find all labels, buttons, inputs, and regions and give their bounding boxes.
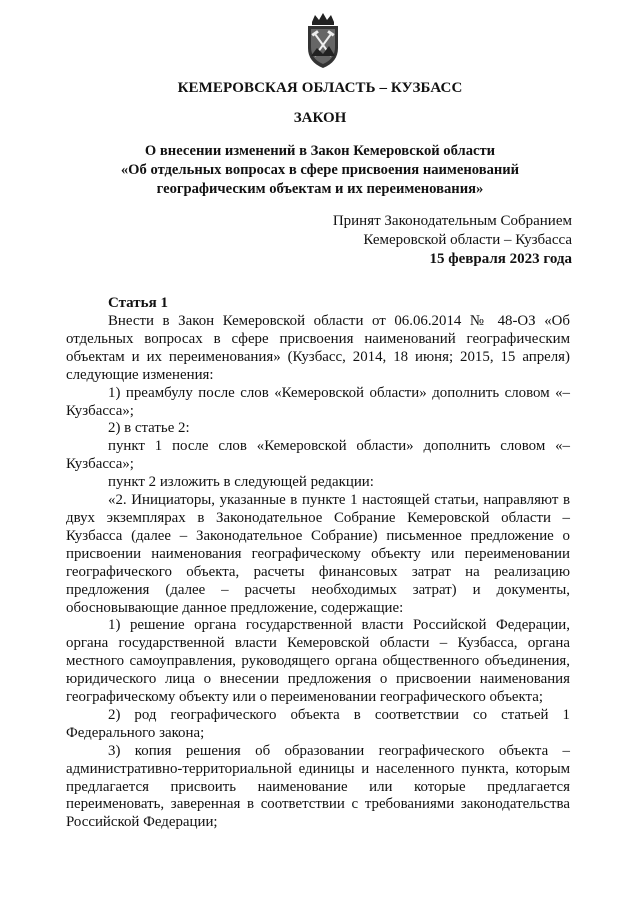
- article-paragraph: Внести в Закон Кемеровской области от 06.06.2014 № 48-ОЗ «Об отдельных вопросах в сфере присвоения наименований географическим объектам и их переименования» (Кузбасс, 2014, 18 июня; 2015, 15 апреля) следующие изменения:: [66, 313, 570, 383]
- document-type-heading: ЗАКОН: [293, 110, 347, 126]
- adoption-block: [333, 212, 572, 269]
- article-body: [66, 313, 570, 832]
- adoption-line: Принят Законодательным Собранием: [332, 213, 572, 229]
- region-heading: КЕМЕРОВСКАЯ ОБЛАСТЬ – КУЗБАСС: [177, 80, 463, 96]
- article-paragraph: пункт 1 после слов «Кемеровской области» дополнить словом «– Кузбасса»;: [66, 438, 570, 473]
- law-title-line: О внесении изменений в Закон Кемеровской области: [144, 143, 496, 159]
- article-paragraph: 2) род географического объекта в соответствии со статьей 1 Федерального закона;: [66, 706, 570, 741]
- law-title-line: географическим объектам и их переименования»: [156, 181, 484, 197]
- law-title: [0, 142, 640, 199]
- article-paragraph: 3) копия решения об образовании географического объекта – административно-территориальной единицы и населенного пункта, которым предлагается присвоить наименование или которые предлагается переименовать, заверенная в соответствии с требованиями законодательства Российской Федерации;: [66, 742, 570, 831]
- article-heading: Статья 1: [108, 295, 168, 311]
- article-paragraph: 1) преамбулу после слов «Кемеровской области» дополнить словом «– Кузбасса»;: [66, 384, 570, 419]
- coat-of-arms-emblem: [302, 12, 344, 70]
- article-paragraph: «2. Инициаторы, указанные в пункте 1 настоящей статьи, направляют в двух экземплярах в Законодательное Собрание Кемеровской области – Кузбасса (далее – Законодательное Собрание) письменное предложение о присвоении наименования географическому объекту или переименовании географического объекта, расчеты финансовых затрат на реализацию предложения (далее – расчеты необходимых затрат) и документы, обосновывающие данное предложение, содержащие:: [66, 492, 570, 616]
- law-title-line: «Об отдельных вопросах в сфере присвоения наименований: [120, 162, 520, 178]
- article-paragraph: 1) решение органа государственной власти Российской Федерации, органа государственной власти Кемеровской области – Кузбасса, органа местного самоуправления, руководящего органа общественного объединения, юридического лица о внесении предложения о присвоении наименования географическому объекту или о переименовании географического объекта;: [66, 617, 570, 706]
- adoption-line: Кемеровской области – Кузбасса: [363, 232, 572, 248]
- adoption-date: 15 февраля 2023 года: [429, 251, 572, 267]
- article-paragraph: пункт 2 изложить в следующей редакции:: [108, 474, 374, 491]
- article-paragraph: 2) в статье 2:: [108, 420, 190, 437]
